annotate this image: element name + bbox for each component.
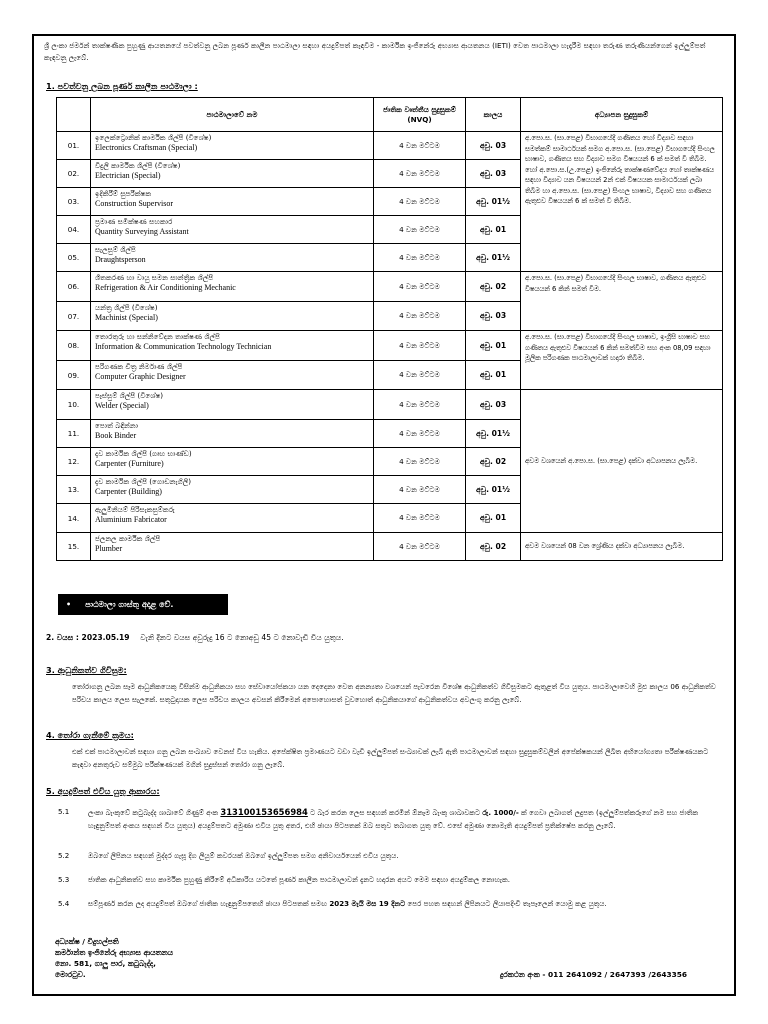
course-name-english: Electrician (Special): [95, 171, 161, 180]
qualification-cell: අවම වශයෙන් 08 වන ශ්‍රේණිය දක්වා අධ්‍යාපනය ලැබීම.: [521, 533, 723, 561]
course-name-english: Quantity Surveying Assistant: [95, 227, 189, 236]
nvq-level: 4 වන මට්ටම: [374, 361, 466, 390]
course-duration: අවු. 01½: [466, 420, 521, 448]
course-name-english: Aluminium Fabricator: [95, 515, 167, 524]
course-name-sinhala: ශීතකරණ හා වායු සමන සාන්ත්‍රික ශිල්පී: [95, 273, 214, 282]
course-name: [91, 188, 374, 216]
course-name: [91, 533, 374, 561]
course-name-sinhala: පෑස්සුම් ශිල්පී (විශේෂ): [95, 391, 164, 400]
course-duration: අවු. 02: [466, 448, 521, 476]
age-text: වැනි දිනට වයස අවුරුදු 16 ට නොඅඩු 45 ට නොවැඩි විය යුතුය.: [140, 633, 344, 642]
header-nvq: ජාතික වෘත්තීය සුදුසුකම් (NVQ): [374, 98, 466, 132]
course-name-english: Draughtsperson: [95, 255, 146, 264]
course-name-english: Refrigeration & Air Conditioning Mechanic: [95, 283, 236, 292]
course-name-sinhala: පොත් බඳින්නා: [95, 421, 139, 430]
course-name: [91, 244, 374, 272]
row-number: 07.: [57, 302, 91, 331]
course-name-sinhala: විදුලි කාර්මික ශිල්පී (විශේෂ): [95, 161, 181, 170]
course-name-sinhala: ඉදිකිරීම් සුපරීක්ෂක: [95, 189, 152, 198]
course-name-sinhala: පරිගණක චිත්‍ර නිර්මාණ ශිල්පී: [95, 362, 183, 371]
courses-table: [56, 97, 723, 561]
course-duration: අවු. 01½: [466, 244, 521, 272]
table-header-row: [57, 98, 723, 132]
course-name-english: Welder (Special): [95, 401, 149, 410]
course-name: [91, 302, 374, 331]
footer-phone: දුරකථන අංක - 011 2641092 / 2647393 /2643356: [500, 970, 688, 979]
selection-text: එක් එක් පාඨමාලාවන් සඳහා ගනු ලබන සංඛ්‍යාව වෙනස් විය හැකිය. අපේක්ෂිත ප්‍රමාණයට වඩා වැඩි ඉල්ලුම්පත් සංඛ්‍යාවක් ලැබී ඇති පාඨමාලාවන් සඳහා සුදුසුකම්වලින් අපේක්ෂකයන් ලිඛිත අභියෝග්‍යතා පරීක්ෂණයකට කැඳවා අනතුරුව සම්මුඛ පරීක්ෂණයක් මගින් සුදුස්සන් තෝරා ගනු ලැබේ.: [72, 747, 709, 769]
nvq-level: 4 වන මට්ටම: [374, 188, 466, 216]
course-name: [91, 160, 374, 188]
row-number: 09.: [57, 361, 91, 390]
nvq-level: 4 වන මට්ටම: [374, 272, 466, 302]
header-qualification: අධ්‍යාපන සුදුසුකම්: [521, 98, 723, 132]
nvq-level: 4 වන මට්ටම: [374, 533, 466, 561]
course-name-english: Construction Supervisor: [95, 199, 173, 208]
selection-title: 4. තෝරා ගැනීමේ ක්‍රමය:: [46, 730, 134, 740]
nvq-level: 4 වන මට්ටම: [374, 448, 466, 476]
fee-amount: රු. 1000/-: [482, 808, 519, 817]
age-date: : 2023.05.19: [75, 633, 130, 642]
apprentice-text: තෝරාගනු ලබන සෑම ආධුනිකයෙකු විසින්ම ආධුනිකයා සහ සේවායෝජකයා යන දෙදෙනා වෙත අනන්‍යතා වශයෙන් පැවරෙන විශේෂ ආධුනිකත්ව ගිවිසුමකට ඇතුළත් විය යුතුය. පාඨමාලාවෙහි මුළු කාලය 06 ආධුනිකත්ව පරිචය කාලය ලෙස සැලකේ. සතුටුදායක ලෙස පරිචය කාලය අවසන් කිරීමෙන් අපොහොසත් වුවහොත් ආධුනිකයාගේ ආධුනිකත්වය අවලංගු කරනු ලැබේ.: [72, 682, 716, 704]
row-number: 06.: [57, 272, 91, 302]
course-name-english: Carpenter (Furniture): [95, 459, 164, 468]
course-duration: අවු. 01: [466, 216, 521, 244]
course-name: [91, 504, 374, 533]
nvq-level: 4 වන මට්ටම: [374, 390, 466, 420]
nvq-level: 4 වන මට්ටම: [374, 160, 466, 188]
row-number: 14.: [57, 504, 91, 533]
course-name-english: Computer Graphic Designer: [95, 372, 186, 381]
course-duration: අවු. 03: [466, 390, 521, 420]
course-duration: අවු. 01: [466, 504, 521, 533]
course-duration: අවු. 01½: [466, 476, 521, 504]
course-name-english: Plumber: [95, 544, 123, 553]
nvq-level: 4 වන මට්ටම: [374, 216, 466, 244]
table-row: [57, 272, 723, 302]
course-name-sinhala: ඉලෙක්ට්‍රොනික් කාර්මික ශිල්පී (විශේෂ): [95, 133, 212, 142]
qualification-cell: අ.පො.ස. (සා.පෙළ) විභාගයේදී සිංහල භාෂාව, ඉංග්‍රීසි භාෂාව සහ ගණිතය ඇතුළුව විෂයයන් 6 කින් සමත්වීම සහ අංක 08,09 සඳහා මූලික පරිගණක පාඨමාලාවක් හදාරා තිබීම.: [521, 331, 723, 390]
course-name-sinhala: ප්‍රමාණ සමීක්ෂණ සහකාර: [95, 217, 173, 226]
row-number: 01.: [57, 132, 91, 160]
nvq-level: 4 වන මට්ටම: [374, 476, 466, 504]
course-name-sinhala: ජලනල කාර්මික ශිල්පී: [95, 534, 161, 543]
qualification-cell: අ.පො.ස. (සා.පෙළ) විභාගයේදී සිංහල භාෂාව, ගණිතය ඇතුළුව විෂයයන් 6 කින් සමත් වීම.: [521, 272, 723, 331]
course-name: [91, 390, 374, 420]
course-name: [91, 331, 374, 361]
apply-title: 5. අයදුම්පත් එවිය යුතු ආකාරය:: [46, 786, 160, 796]
row-number: 10.: [57, 390, 91, 420]
course-name-sinhala: යන්ත්‍ර ශිල්පී (විශේෂ): [95, 303, 158, 312]
course-name-english: Book Binder: [95, 431, 137, 440]
row-number: 13.: [57, 476, 91, 504]
course-name: [91, 132, 374, 160]
nvq-level: 4 වන මට්ටම: [374, 504, 466, 533]
course-duration: අවු. 03: [466, 302, 521, 331]
table-row: [57, 331, 723, 361]
bullet-icon: •: [66, 600, 72, 609]
fee-note-box: [58, 594, 228, 615]
nvq-level: 4 වන මට්ටම: [374, 420, 466, 448]
section-1-title: 1. පවත්වනු ලබන පූර්ණ කාලීන පාඨමාලා :: [46, 81, 198, 91]
course-duration: අවු. 02: [466, 272, 521, 302]
table-row: [57, 533, 723, 561]
footer-address: අධ්‍යක්ෂ / විදුහල්පති කර්මාන්ත ඉංජිනේරු අභ්‍යාස ආයතනය නො. 581, ගාලු පාර, කටුබැද්ද, මොරටුව.: [55, 937, 173, 979]
course-name-sinhala: සැලසුම් ශිල්පී: [95, 245, 136, 254]
table-row: [57, 390, 723, 420]
row-number: 05.: [57, 244, 91, 272]
row-number: 15.: [57, 533, 91, 561]
header-course: පාඨමාලාවේ නම: [91, 98, 374, 132]
row-number: 11.: [57, 420, 91, 448]
header-duration: කාලය: [466, 98, 521, 132]
course-name-sinhala: තොරතුරු හා සන්නිවේදන තාක්ෂණ ශිල්පී: [95, 332, 220, 341]
qualification-cell: අ.පො.ස. (සා.පෙළ) විභාගයේදී ගණිතය හෝ විද්‍යාව සඳහා සමත්කම් සාමාර්ථයක් සමග අ.පො.ස. (සා.පෙළ) විභාගයේදී සිංහල භාෂාව, ගණිතය සහ විද්‍යාව සමග විෂයයන් 6 ක් සමත් වී තිබීම. හෝ අ.පො.ස.(උ.පෙළ) ඉංජිනේරු තාක්ෂණවේදය හෝ තාක්ෂණය සඳහා විද්‍යාව යන විෂයයන් 2න් එක් විෂයයක සාමාර්ථයක් ලබා තිබීම හා අ.පො.ස. (සා.පෙළ) සිංහල භාෂාව, විද්‍යාව සහ ගණිතය ඇතුළුව විෂයයන් 6 ක් සමත් වී තිබීම.: [521, 132, 723, 272]
course-name-sinhala: දැව කාර්මික ශිල්පී (ගොඩනැගිලි): [95, 477, 192, 486]
course-duration: අවු. 02: [466, 533, 521, 561]
apprentice-title: 3. ආධුනිකත්ව ගිවිසුම:: [46, 665, 127, 675]
age-section: 2. වයස : 2023.05.19 වැනි දිනට වයස අවුරුදු 16 ට නොඅඩු 45 ට නොවැඩි විය යුතුය.: [46, 633, 344, 642]
nvq-level: 4 වන මට්ටම: [374, 244, 466, 272]
qualification-cell: අවම වශයෙන් අ.පො.ස. (සා.පෙළ) දක්වා අධ්‍යාපනය ලැබීම.: [521, 390, 723, 533]
course-name-english: Carpenter (Building): [95, 487, 162, 496]
row-number: 04.: [57, 216, 91, 244]
fee-note-text: පාඨමාලා ගාස්තු අදාළ වේ.: [85, 600, 174, 609]
course-name-sinhala: දැව කාර්මික ශිල්පී (ගෘහ භාණ්ඩ): [95, 449, 192, 458]
course-name: [91, 361, 374, 390]
row-number: 12.: [57, 448, 91, 476]
course-name-sinhala: ඇලුමිනියම් පිරිසැකසුම්කරු: [95, 505, 175, 514]
course-name-english: Machinist (Special): [95, 313, 158, 322]
row-number: 02.: [57, 160, 91, 188]
course-name-english: Information & Communication Technology Technician: [95, 342, 272, 351]
course-duration: අවු. 03: [466, 132, 521, 160]
nvq-level: 4 වන මට්ටම: [374, 132, 466, 160]
nvq-level: 4 වන මට්ටම: [374, 302, 466, 331]
row-number: 08.: [57, 331, 91, 361]
deadline-date: 2023 මැයි මස 19 දිනට: [329, 899, 406, 908]
row-number: 03.: [57, 188, 91, 216]
course-duration: අවු. 01: [466, 361, 521, 390]
course-name: [91, 420, 374, 448]
course-name: [91, 216, 374, 244]
header-no: [57, 98, 91, 132]
table-row: [57, 132, 723, 160]
course-duration: අවු. 01½: [466, 188, 521, 216]
intro-paragraph: ශ්‍රී ලංකා ජර්මන් තාක්ෂණික පුහුණු ආයතනයේ පවත්වනු ලබන පූර්ණ කාලීන පාඨමාලා සඳහා අයදුම්පත් කැඳවීම - කාර්මික ඉංජිනේරු අභ්‍යාස ආයතනය (IETI) වෙත පාඨමාලා හැදෑරීම සඳහා තරුණ තරුණියන්ගෙන් ඉල්ලුම්පත් කැඳවනු ලැබේ.: [44, 41, 706, 62]
course-duration: අවු. 01: [466, 331, 521, 361]
course-name: [91, 476, 374, 504]
course-name: [91, 448, 374, 476]
course-duration: අවු. 03: [466, 160, 521, 188]
course-name-english: Electronics Craftsman (Special): [95, 143, 198, 152]
course-name: [91, 272, 374, 302]
nvq-level: 4 වන මට්ටම: [374, 331, 466, 361]
account-number: 313100153656984: [220, 807, 308, 817]
